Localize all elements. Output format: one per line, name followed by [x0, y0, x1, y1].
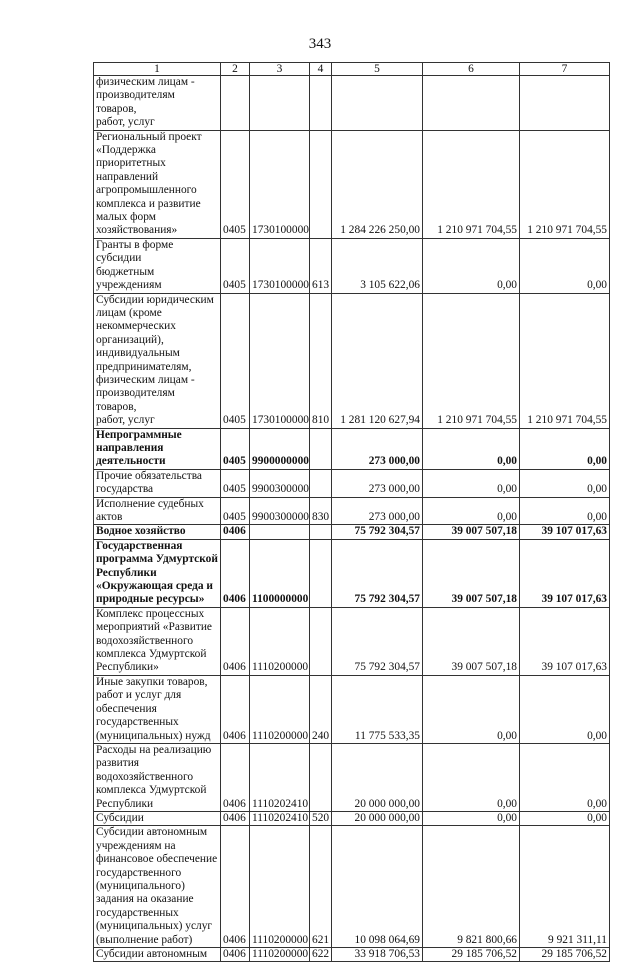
- row-name-line: «Окружающая среда и: [96, 580, 213, 593]
- row-name-line: направления: [96, 441, 164, 454]
- row-name-line: направлений: [96, 170, 159, 183]
- row-name: [94, 826, 221, 948]
- amount-col-7: 0,00: [520, 428, 610, 469]
- header-col-3: 3: [250, 63, 310, 76]
- section-code: 0406: [221, 675, 250, 743]
- row-name: [94, 743, 221, 811]
- row-name-line: программа Удмуртской: [96, 553, 218, 566]
- section-code: 0406: [221, 826, 250, 948]
- header-col-4: 4: [310, 63, 332, 76]
- row-name: [94, 525, 221, 539]
- row-name-line: Государственная: [96, 539, 183, 552]
- row-name-line: (муниципальных) услуг: [96, 920, 213, 933]
- row-name-line: государственных: [96, 906, 179, 919]
- row-name-line: хозяйствования»: [96, 224, 178, 237]
- amount-col-6: 39 007 507,18: [423, 525, 520, 539]
- row-name-line: некоммерческих: [96, 320, 176, 333]
- row-name-line: актов: [96, 511, 123, 523]
- target-article-code: 1730100000: [250, 130, 310, 238]
- row-name-line: финансовое обеспечение: [96, 853, 218, 866]
- amount-col-6: 39 007 507,18: [423, 607, 520, 675]
- amount-col-7: 39 107 017,63: [520, 607, 610, 675]
- table-row: [94, 811, 610, 825]
- row-name: [94, 76, 221, 131]
- amount-col-7: 9 921 311,11: [520, 826, 610, 948]
- table-row: [94, 76, 610, 131]
- expense-type-code: [310, 525, 332, 539]
- amount-col-6: 1 210 971 704,55: [423, 130, 520, 238]
- table-row: [94, 238, 610, 293]
- amount-col-6: 0,00: [423, 743, 520, 811]
- row-name-line: государства: [96, 483, 154, 496]
- table-row: [94, 743, 610, 811]
- expense-type-code: [310, 469, 332, 497]
- table-row: [94, 826, 610, 948]
- amount-col-5: 3 105 622,06: [332, 238, 423, 293]
- amount-col-5: 33 918 706,53: [332, 948, 423, 962]
- amount-col-6: 0,00: [423, 497, 520, 525]
- row-name-line: Республики: [96, 566, 157, 579]
- section-code: 0406: [221, 743, 250, 811]
- expense-type-code: 622: [310, 948, 332, 962]
- amount-col-6: 9 821 800,66: [423, 826, 520, 948]
- expense-type-code: [310, 130, 332, 238]
- table-row: [94, 293, 610, 428]
- amount-col-5: 20 000 000,00: [332, 743, 423, 811]
- expense-type-code: 621: [310, 826, 332, 948]
- row-name: [94, 497, 221, 525]
- section-code: 0405: [221, 130, 250, 238]
- row-name-line: Субсидии автономным: [96, 948, 208, 960]
- amount-col-7: 39 107 017,63: [520, 539, 610, 607]
- table-row: [94, 539, 610, 607]
- amount-col-7: 0,00: [520, 469, 610, 497]
- row-name-line: Водное хозяйство: [96, 525, 186, 538]
- table-row: [94, 948, 610, 962]
- row-name-line: работ, услуг: [96, 414, 155, 427]
- section-code: 0405: [221, 293, 250, 428]
- expense-type-code: 810: [310, 293, 332, 428]
- row-name-line: (выполнение работ): [96, 933, 193, 946]
- row-name-line: Субсидии: [96, 811, 144, 824]
- amount-col-7: 0,00: [520, 811, 610, 825]
- target-article-code: 1110200000: [250, 675, 310, 743]
- row-name-line: мероприятий «Развитие: [96, 621, 212, 634]
- section-code: 0406: [221, 525, 250, 539]
- header-col-2: 2: [221, 63, 250, 76]
- table-row: [94, 607, 610, 675]
- target-article-code: 1110200000: [250, 607, 310, 675]
- header-col-1: 1: [94, 63, 221, 76]
- row-name-line: Субсидии автономным: [96, 826, 208, 839]
- row-name: [94, 130, 221, 238]
- amount-col-5: 20 000 000,00: [332, 811, 423, 825]
- row-name-line: развития: [96, 757, 140, 770]
- target-article-code: [250, 525, 310, 539]
- row-name: [94, 811, 221, 825]
- amount-col-7: 0,00: [520, 675, 610, 743]
- header-col-6: 6: [423, 63, 520, 76]
- section-code: 0406: [221, 811, 250, 825]
- target-article-code: 1730100000: [250, 293, 310, 428]
- page-number: 343: [308, 36, 332, 52]
- row-name-line: деятельности: [96, 455, 166, 468]
- row-name-line: государственного: [96, 866, 182, 879]
- amount-col-7: 39 107 017,63: [520, 525, 610, 539]
- row-name-line: задания на оказание: [96, 893, 194, 906]
- row-name-line: приоритетных: [96, 157, 166, 170]
- amount-col-6: 0,00: [423, 811, 520, 825]
- section-code: [221, 76, 250, 131]
- row-name-line: комплекса Удмуртской: [96, 648, 207, 661]
- amount-col-5: 75 792 304,57: [332, 525, 423, 539]
- expense-type-code: [310, 607, 332, 675]
- section-code: 0406: [221, 539, 250, 607]
- row-name-line: учреждениям на: [96, 839, 176, 852]
- row-name: [94, 539, 221, 607]
- amount-col-5: 273 000,00: [332, 497, 423, 525]
- table-row: [94, 130, 610, 238]
- row-name: [94, 948, 221, 962]
- row-name-line: комплекса и развитие: [96, 197, 201, 210]
- amount-col-7: 1 210 971 704,55: [520, 293, 610, 428]
- amount-col-5: 273 000,00: [332, 428, 423, 469]
- row-name-line: физическим лицам -: [96, 76, 195, 88]
- row-name-line: лицам (кроме: [96, 306, 162, 319]
- amount-col-7: [520, 76, 610, 131]
- row-name-line: водохозяйственного: [96, 770, 194, 783]
- expense-type-code: [310, 539, 332, 607]
- amount-col-5: 75 792 304,57: [332, 607, 423, 675]
- amount-col-7: 0,00: [520, 238, 610, 293]
- row-name-line: (муниципальных) нужд: [96, 729, 211, 742]
- target-article-code: [250, 76, 310, 131]
- amount-col-6: 0,00: [423, 469, 520, 497]
- amount-col-5: 273 000,00: [332, 469, 423, 497]
- row-name-line: Республики»: [96, 661, 159, 674]
- row-name-line: природные ресурсы»: [96, 593, 205, 606]
- row-name-line: комплекса Удмуртской: [96, 784, 207, 797]
- amount-col-6: 0,00: [423, 238, 520, 293]
- row-name-line: работ и услуг для: [96, 689, 182, 702]
- target-article-code: 1110200000: [250, 826, 310, 948]
- target-article-code: 9900300000: [250, 469, 310, 497]
- section-code: 0405: [221, 238, 250, 293]
- section-code: 0405: [221, 497, 250, 525]
- table-row: [94, 428, 610, 469]
- expense-type-code: 520: [310, 811, 332, 825]
- expense-type-code: [310, 743, 332, 811]
- expense-type-code: [310, 76, 332, 131]
- target-article-code: 1730100000: [250, 238, 310, 293]
- target-article-code: 9900300000: [250, 497, 310, 525]
- expense-type-code: [310, 428, 332, 469]
- table-row: [94, 469, 610, 497]
- row-name: [94, 293, 221, 428]
- target-article-code: 9900000000: [250, 428, 310, 469]
- row-name-line: «Поддержка: [96, 144, 156, 157]
- row-name: [94, 469, 221, 497]
- row-name-line: Комплекс процессных: [96, 607, 205, 620]
- amount-col-6: [423, 76, 520, 131]
- section-code: 0406: [221, 948, 250, 962]
- row-name-line: Непрограммные: [96, 428, 182, 441]
- row-name-line: Исполнение судебных: [96, 497, 204, 510]
- row-name-line: бюджетным учреждениям: [96, 265, 162, 292]
- amount-col-5: 75 792 304,57: [332, 539, 423, 607]
- row-name-line: обеспечения: [96, 702, 157, 715]
- row-name-line: водохозяйственного: [96, 634, 194, 647]
- row-name-line: государственных: [96, 716, 179, 729]
- amount-col-6: 39 007 507,18: [423, 539, 520, 607]
- row-name-line: Расходы на реализацию: [96, 743, 212, 756]
- table-row: [94, 525, 610, 539]
- amount-col-5: [332, 76, 423, 131]
- amount-col-5: 10 098 064,69: [332, 826, 423, 948]
- amount-col-6: 1 210 971 704,55: [423, 293, 520, 428]
- table-row: [94, 675, 610, 743]
- expense-type-code: 240: [310, 675, 332, 743]
- amount-col-7: 1 210 971 704,55: [520, 130, 610, 238]
- row-name-line: Субсидии юридическим: [96, 293, 214, 306]
- header-row: [94, 63, 610, 76]
- amount-col-5: 11 775 533,35: [332, 675, 423, 743]
- amount-col-7: 0,00: [520, 743, 610, 811]
- row-name: [94, 238, 221, 293]
- budget-table: [93, 62, 610, 962]
- row-name-line: Иные закупки товаров,: [96, 675, 208, 688]
- row-name-line: организаций),: [96, 333, 164, 346]
- row-name-line: малых форм: [96, 211, 156, 224]
- row-name: [94, 607, 221, 675]
- row-name-line: Прочие обязательства: [96, 469, 202, 482]
- header-col-5: 5: [332, 63, 423, 76]
- row-name: [94, 428, 221, 469]
- amount-col-6: 0,00: [423, 675, 520, 743]
- target-article-code: 1100000000: [250, 539, 310, 607]
- amount-col-6: 0,00: [423, 428, 520, 469]
- section-code: 0405: [221, 428, 250, 469]
- target-article-code: 1110202410: [250, 743, 310, 811]
- expense-type-code: 830: [310, 497, 332, 525]
- amount-col-5: 1 284 226 250,00: [332, 130, 423, 238]
- header-col-7: 7: [520, 63, 610, 76]
- expense-type-code: 613: [310, 238, 332, 293]
- row-name-line: (муниципального): [96, 879, 185, 892]
- row-name-line: индивидуальным: [96, 347, 180, 360]
- amount-col-5: 1 281 120 627,94: [332, 293, 423, 428]
- section-code: 0405: [221, 469, 250, 497]
- row-name: [94, 675, 221, 743]
- row-name-line: Республики: [96, 797, 154, 810]
- row-name-line: Региональный проект: [96, 130, 202, 143]
- row-name-line: производителям товаров,: [96, 89, 175, 115]
- target-article-code: 1110200000: [250, 948, 310, 962]
- table-row: [94, 497, 610, 525]
- amount-col-7: 0,00: [520, 497, 610, 525]
- target-article-code: 1110202410: [250, 811, 310, 825]
- row-name-line: производителям товаров,: [96, 387, 175, 413]
- row-name-line: физическим лицам -: [96, 373, 195, 386]
- row-name-line: Гранты в форме субсидии: [96, 238, 174, 265]
- section-code: 0406: [221, 607, 250, 675]
- row-name-line: агропромышленного: [96, 184, 197, 197]
- row-name-line: работ, услуг: [96, 116, 155, 129]
- amount-col-6: 29 185 706,52: [423, 948, 520, 962]
- amount-col-7: 29 185 706,52: [520, 948, 610, 962]
- row-name-line: предпринимателям,: [96, 360, 192, 373]
